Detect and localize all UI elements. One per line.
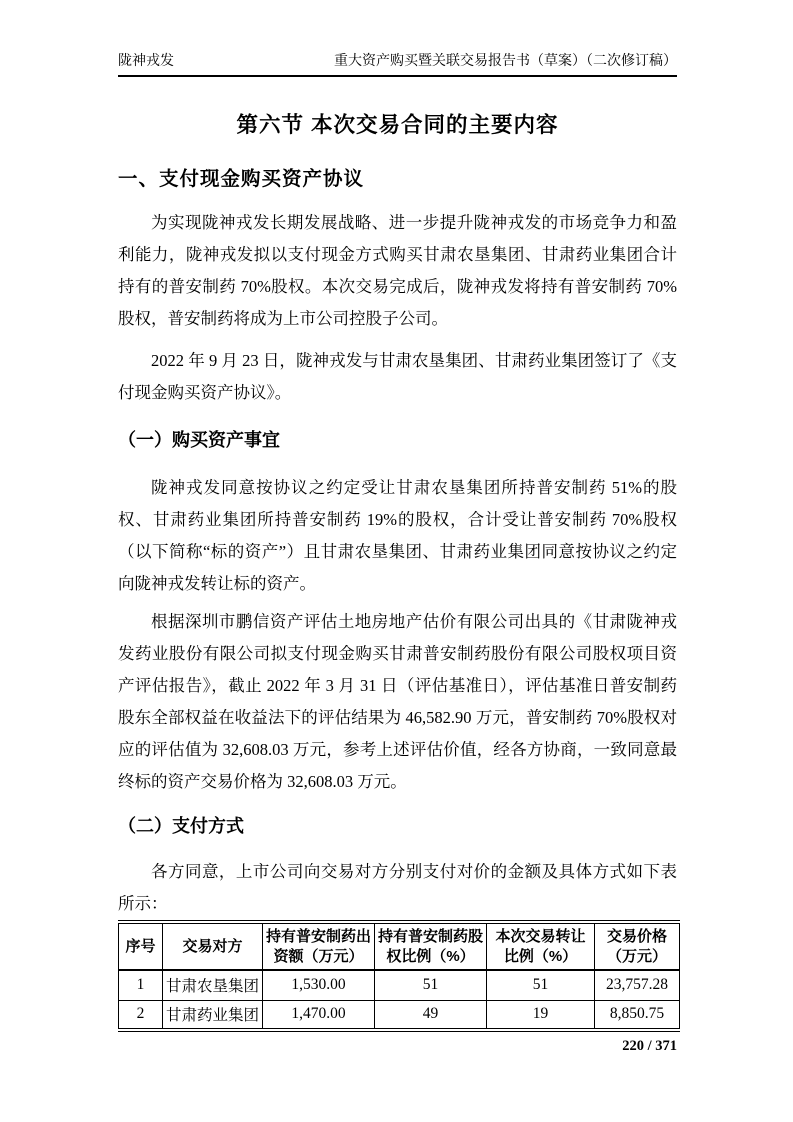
cell-transfer-ratio: 51	[487, 970, 595, 1000]
col-header-counterparty: 交易对方	[163, 922, 263, 970]
cell-equity-ratio: 51	[375, 970, 487, 1000]
subsection-heading-payment-method: （二）支付方式	[118, 816, 244, 836]
col-header-transfer-ratio: 本次交易转让比例（%）	[487, 922, 595, 970]
col-header-equity-ratio: 持有普安制药股权比例（%）	[375, 922, 487, 970]
cell-capital-contribution: 1,470.00	[263, 1000, 375, 1030]
cell-counterparty: 甘肃药业集团	[163, 1000, 263, 1030]
payment-table	[118, 920, 680, 1032]
header-company-name: 陇神戎发	[118, 54, 174, 69]
chapter-title: 第六节 本次交易合同的主要内容	[236, 113, 559, 137]
header-report-title: 重大资产购买暨关联交易报告书（草案）（二次修订稿）	[334, 54, 677, 69]
table-header-row	[119, 922, 680, 970]
paragraph-transfer-terms: 陇神戎发同意按协议之约定受让甘肃农垦集团所持普安制药 51%的股权、甘肃药业集团所持普安制药 19%的股权，合计受让普安制药 70%股权（以下简称“标的资产”）且甘肃农垦集团、甘肃药业集团同意按协议之约定向陇神戎发转让标的资产。	[118, 478, 677, 593]
subsection-heading-asset-purchase: （一）购买资产事宜	[118, 430, 280, 450]
page-header	[118, 53, 677, 77]
cell-price: 23,757.28	[595, 970, 680, 1000]
cell-equity-ratio: 49	[375, 1000, 487, 1030]
cell-counterparty: 甘肃农垦集团	[163, 970, 263, 1000]
cell-seq: 1	[119, 970, 163, 1000]
page-number: 220 / 371	[622, 1038, 677, 1054]
paragraph-payment-intro: 各方同意，上市公司向交易对方分别支付对价的金额及具体方式如下表所示：	[118, 862, 677, 913]
cell-seq: 2	[119, 1000, 163, 1030]
paragraph-strategy: 为实现陇神戎发长期发展战略、进一步提升陇神戎发的市场竞争力和盈利能力，陇神戎发拟以支付现金方式购买甘肃农垦集团、甘肃药业集团合计持有的普安制药 70%股权。本次交易完成后，陇神戎发将持有普安制药 70%股权，普安制药将成为上市公司控股子公司。	[118, 213, 677, 328]
cell-transfer-ratio: 19	[487, 1000, 595, 1030]
cell-price: 8,850.75	[595, 1000, 680, 1030]
paragraph-valuation: 根据深圳市鹏信资产评估土地房地产估价有限公司出具的《甘肃陇神戎发药业股份有限公司拟支付现金购买甘肃普安制药股份有限公司股权项目资产评估报告》，截止 2022 年 3 月 31 日（评估基准日），评估基准日普安制药股东全部权益在收益法下的评估结果为 46,582.90 万元，普安制药 70%股权对应的评估值为 32,608.03 万元，参考上述评估价值，经各方协商，一致同意最终标的资产交易价格为 32,608.03 万元。	[118, 612, 677, 791]
section-heading-payment-agreement: 一、支付现金购买资产协议	[118, 168, 365, 190]
table-row	[119, 970, 680, 1000]
table-row	[119, 1000, 680, 1030]
col-header-capital-contribution: 持有普安制药出资额（万元）	[263, 922, 375, 970]
col-header-seq: 序号	[119, 922, 163, 970]
paragraph-signing-date: 2022 年 9 月 23 日，陇神戎发与甘肃农垦集团、甘肃药业集团签订了《支付现金购买资产协议》。	[118, 351, 677, 402]
cell-capital-contribution: 1,530.00	[263, 970, 375, 1000]
col-header-price: 交易价格（万元）	[595, 922, 680, 970]
